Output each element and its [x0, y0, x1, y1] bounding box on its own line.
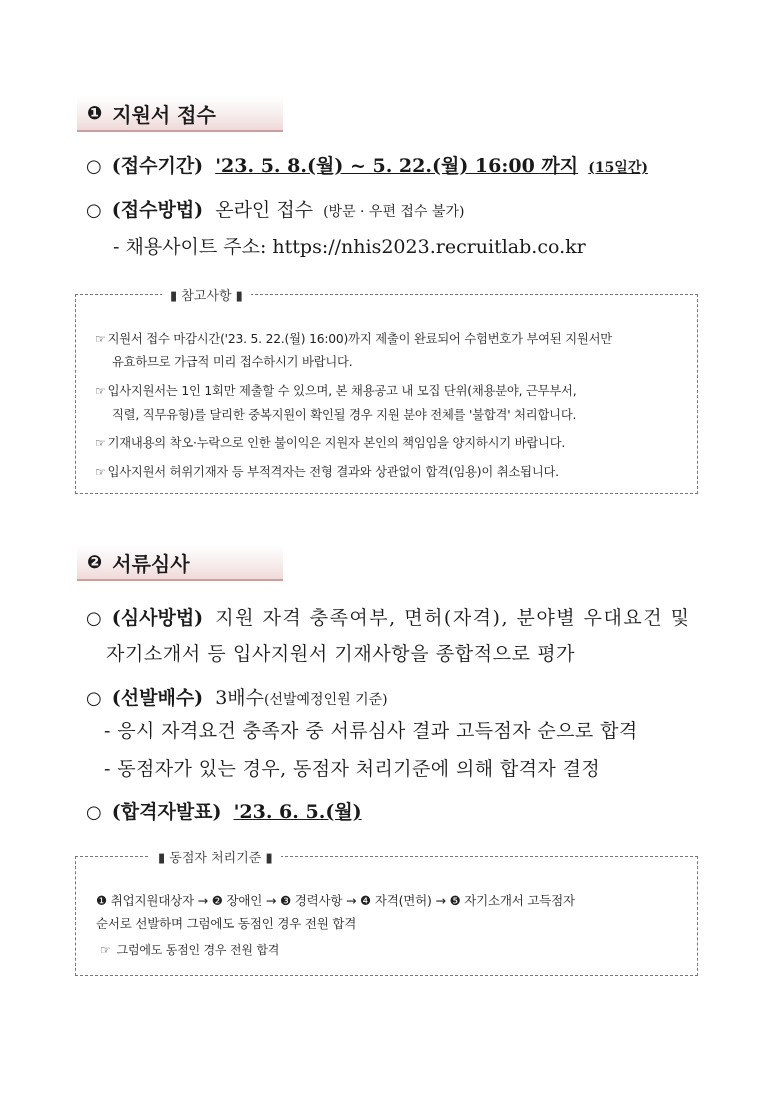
announcement-value: '23. 6. 5.(월) — [233, 801, 362, 823]
section-2-number: ❷ — [87, 551, 103, 573]
selection-ratio-note: (선발예정인원 기준) — [264, 692, 388, 708]
period-line — [86, 151, 648, 178]
notice-box-title: ▮ 참고사항 ▮ — [162, 285, 251, 304]
section-2-header — [77, 545, 283, 581]
announcement-bullet: ○ — [86, 802, 102, 823]
hand-pointer-icon: ☞ — [95, 465, 106, 479]
notice-item: ☞ 입사지원서 허위기재자 등 부적격자는 전형 결과와 상관없이 합격(임용)이 취소됩니다. — [95, 465, 559, 479]
review-method-text-2: 자기소개서 등 입사지원서 기재사항을 종합적으로 평가 — [106, 643, 576, 665]
notice-item-continuation: 직렬, 직무유형)를 달리한 중복지원이 확인될 경우 지원 분야 전체를 '불합격' 처리합니다. — [112, 408, 577, 422]
notice-item: ☞ 입사지원서는 1인 1회만 제출할 수 있으며, 본 채용공고 내 모집 단위(채용분야, 근무부서, — [95, 384, 577, 398]
hand-pointer-icon: ☞ — [100, 943, 111, 957]
section-1-title: 지원서 접수 — [112, 102, 216, 127]
method-line — [86, 195, 464, 222]
selection-ratio-sub-1: - 응시 자격요건 충족자 중 서류심사 결과 고득점자 순으로 합격 — [104, 720, 638, 742]
notice-item-continuation: 유효하므로 가급적 미리 접수하시기 바랍니다. — [112, 355, 353, 369]
period-value: '23. 5. 8.(월) ~ 5. 22.(월) 16:00 까지 — [215, 155, 579, 177]
period-duration: (15일간) — [588, 160, 648, 176]
selection-ratio-sub-2: - 동점자가 있는 경우, 동점자 처리기준에 의해 합격자 결정 — [104, 758, 601, 780]
hand-pointer-icon: ☞ — [95, 332, 106, 346]
method-bullet: ○ — [86, 200, 102, 221]
tie-rule-box-title: ▮ 동점자 처리기준 ▮ — [150, 847, 281, 866]
announcement-line — [86, 797, 362, 824]
method-value: 온라인 접수 — [215, 199, 314, 221]
hand-pointer-icon: ☞ — [95, 436, 106, 450]
method-note: (방문 · 우편 접수 불가) — [323, 204, 465, 220]
tie-rule-note: ☞ 그럼에도 동점인 경우 전원 합격 — [100, 943, 280, 957]
period-label: (접수기간) — [111, 155, 204, 177]
selection-ratio-bullet: ○ — [86, 688, 102, 709]
method-label: (접수방법) — [111, 199, 204, 221]
recruit-site-line: - 채용사이트 주소: https://nhis2023.recruitlab.co.kr — [113, 236, 586, 258]
selection-ratio-value: 3배수 — [215, 687, 265, 709]
announcement-label: (합격자발표) — [111, 801, 222, 823]
review-method-label: (심사방법) — [111, 607, 204, 629]
hand-pointer-icon: ☞ — [95, 384, 106, 398]
review-method-line — [86, 603, 690, 630]
period-bullet: ○ — [86, 156, 102, 177]
notice-item: ☞ 지원서 접수 마감시간('23. 5. 22.(월) 16:00)까지 제출이 완료되어 수험번호가 부여된 지원서만 — [95, 332, 612, 346]
review-method-bullet: ○ — [86, 608, 102, 629]
selection-ratio-label: (선발배수) — [111, 687, 204, 709]
tie-rule-line-1: ❶ 취업지원대상자 → ❷ 장애인 → ❸ 경력사항 → ❹ 자격(면허) → ❺ 자기소개서 고득점자 — [96, 893, 575, 908]
section-1-number: ❶ — [87, 102, 103, 124]
notice-item: ☞ 기재내용의 착오·누락으로 인한 불이익은 지원자 본인의 책임임을 양지하시기 바랍니다. — [95, 436, 566, 450]
selection-ratio-line — [86, 683, 388, 710]
section-2-title: 서류심사 — [112, 551, 190, 576]
tie-rule-line-2: 순서로 선발하며 그럼에도 동점인 경우 전원 합격 — [96, 916, 357, 931]
section-1-header — [77, 96, 283, 132]
review-method-text: 지원 자격 충족여부, 면허(자격), 분야별 우대요건 및 — [215, 607, 691, 629]
